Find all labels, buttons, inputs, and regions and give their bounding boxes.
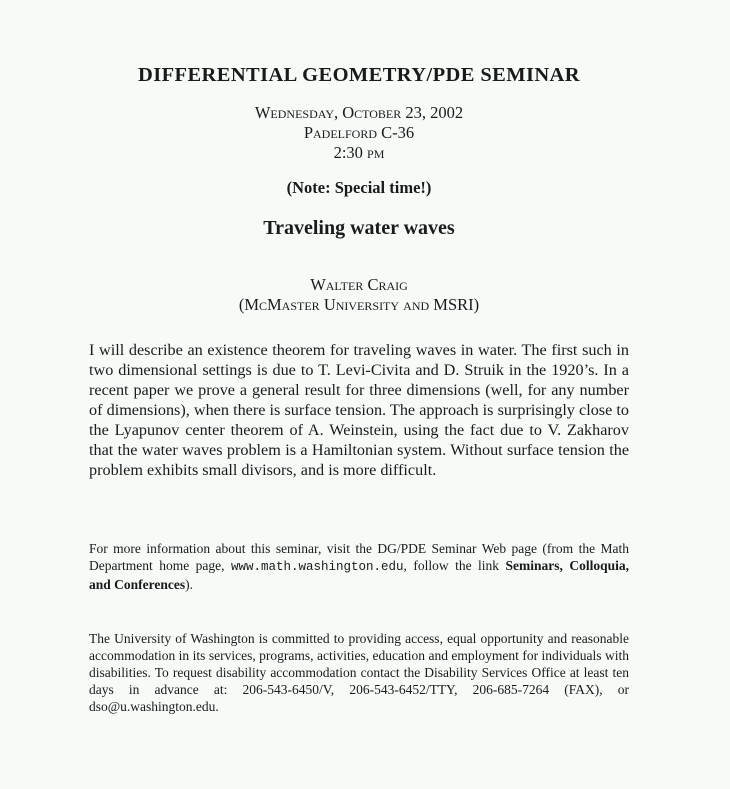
speaker-name: Walter Craig (310, 275, 408, 294)
seminar-date: Wednesday, October 23, 2002 (254, 103, 464, 122)
seminar-title: DIFFERENTIAL GEOMETRY/PDE SEMINAR (138, 64, 580, 86)
more-info-paragraph (89, 540, 629, 593)
talk-abstract: I will describe an existence theorem for traveling waves in water. The first such in two dimensional settings is due to T. Levi-Civita and D. Struik in the 1920’s. In a recent paper we prove a general result for three dimensions (well, for any number of dimensions), when there is surface tension. The approach is surprisingly close to the Lyapunov center theorem of A. Weinstein, using the fact due to V. Zakharov that the water waves problem is a Hamiltonian system. Without surface tension the problem exhibits small divisors, and is more difficult. (89, 341, 629, 479)
talk-title: Traveling water waves (263, 217, 455, 239)
info-text-before-url: For more information about this seminar, visit the DG/PDE Seminar Web page (from the Math Department home page, (89, 541, 629, 573)
special-time-note: (Note: Special time!) (286, 178, 432, 197)
seminars-colloquia-link[interactable]: Seminars, Colloquia, and Conferences (89, 558, 629, 592)
speaker-block (0, 275, 718, 315)
info-text-before-link: , follow the link (403, 558, 506, 573)
accessibility-statement: The University of Washington is committed to providing access, equal opportunity and reasonable accommodation in its services, programs, activities, education and employment for individuals with disabilities. To request disability accommodation contact the Disability Services Office at least ten days in advance at: 206-543-6450/V, 206-543-6452/TTY, 206-685-7264 (FAX), or dso@u.washington.edu. (89, 631, 629, 714)
seminar-location: Padelford C-36 (303, 123, 415, 142)
math-department-url[interactable]: www.math.washington.edu (230, 560, 404, 574)
info-text-after-link: ). (185, 577, 193, 592)
seminar-meta (0, 103, 718, 163)
seminar-time: 2:30 pm (333, 143, 385, 162)
speaker-affiliation: (McMaster University and MSRI) (238, 295, 480, 314)
